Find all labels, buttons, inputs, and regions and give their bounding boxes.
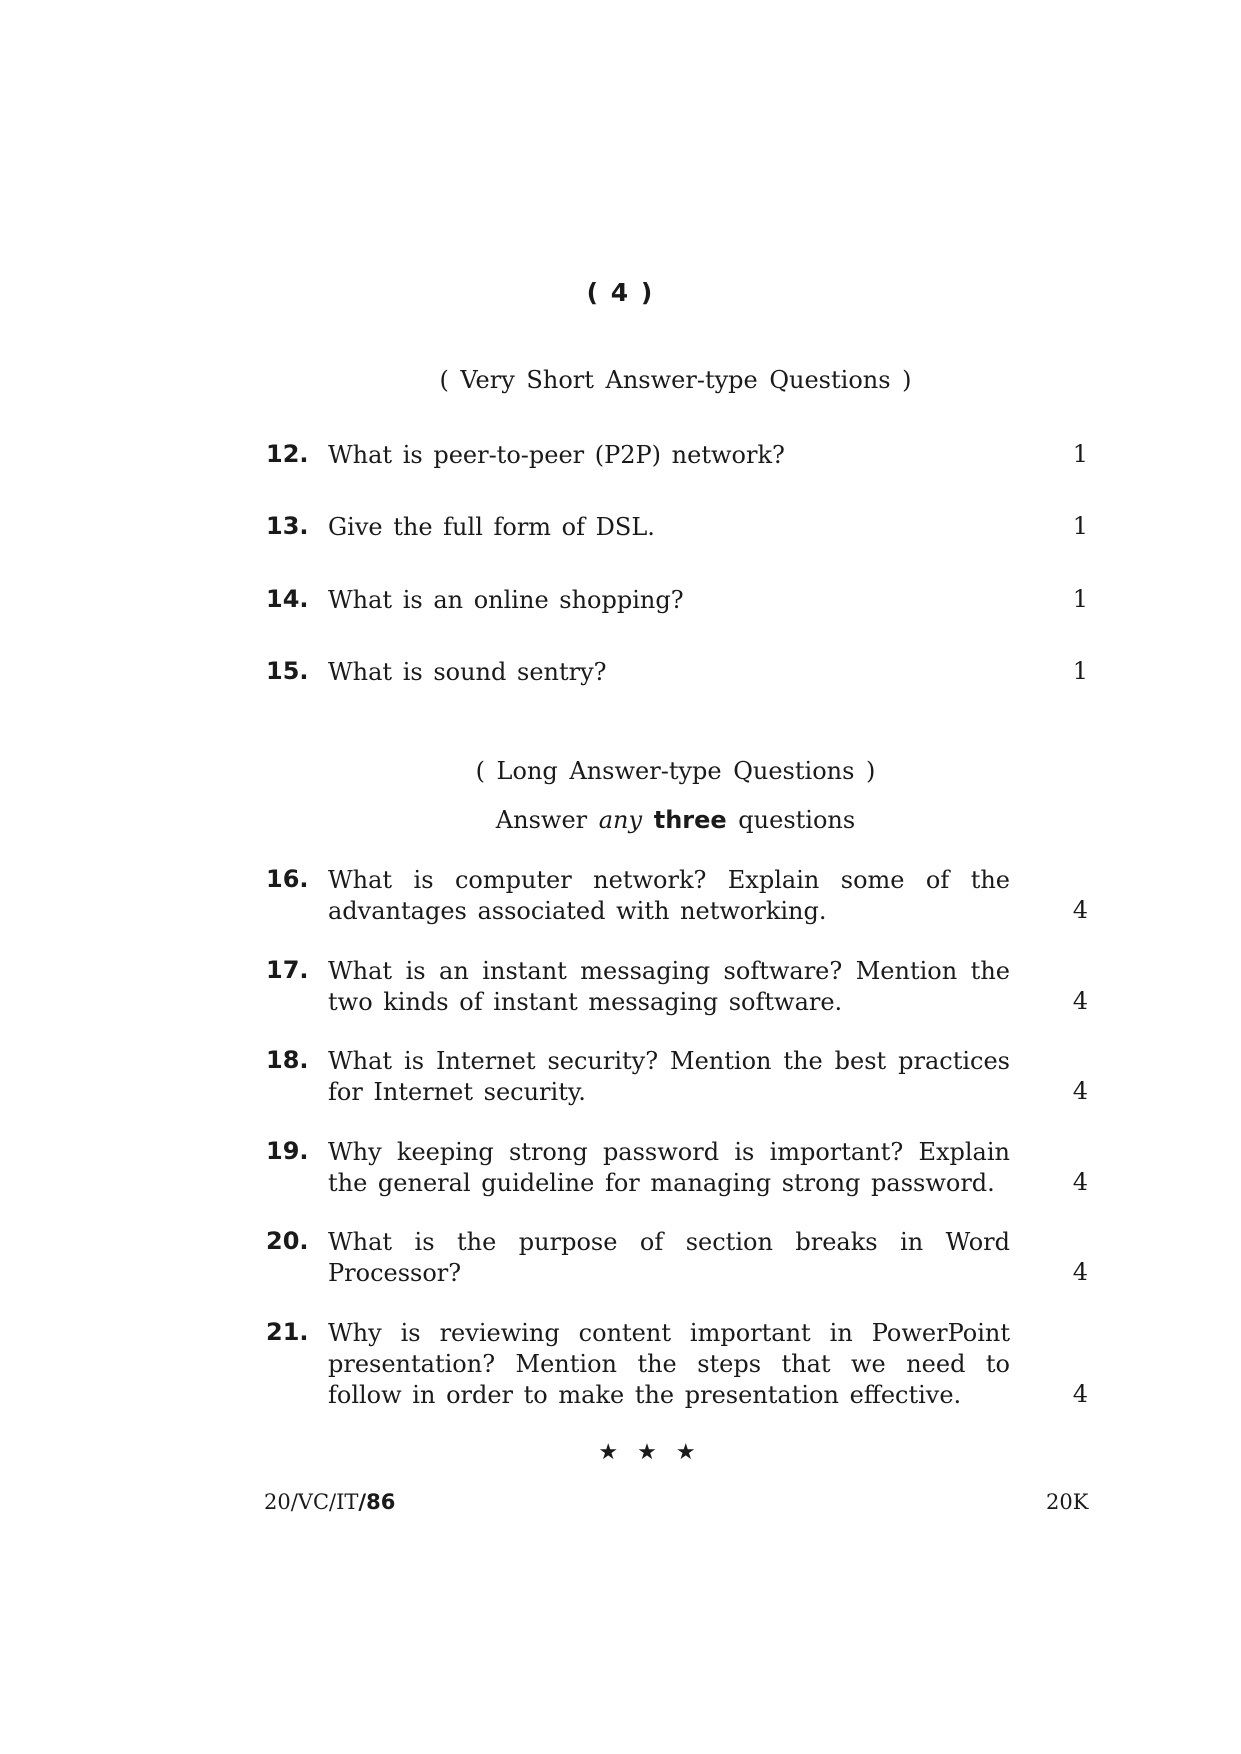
question-number: 15. [266, 657, 309, 685]
question-marks: 1 [1072, 512, 1088, 540]
instruction-pre: Answer [495, 806, 599, 834]
question-marks: 4 [1072, 1168, 1088, 1196]
question-marks: 4 [1072, 1258, 1088, 1286]
question-marks: 4 [1072, 896, 1088, 924]
question-number: 21. [266, 1318, 309, 1346]
question-text: What is computer network? Explain some of the advantages associated with networking. [328, 866, 1010, 925]
question-text: What is Internet security? Mention the best practices for Internet security. [328, 1047, 1010, 1106]
answer-instruction [0, 806, 1241, 834]
question-marks: 1 [1072, 585, 1088, 613]
question-text: Why keeping strong password is important? Explain the general guideline for managing strong password. [328, 1138, 1010, 1197]
question-text: What is sound sentry? [328, 658, 607, 686]
question-text: Why is reviewing content important in PowerPoint presentation? Mention the steps that we need to follow in order to make the presentation effective. [328, 1319, 1010, 1409]
question-number: 14. [266, 585, 309, 613]
question-text: What is an instant messaging software? Mention the two kinds of instant messaging software. [328, 957, 1010, 1016]
footer-print-count: 20K [1046, 1490, 1089, 1514]
footer-paper-code [264, 1490, 395, 1514]
question-number: 12. [266, 440, 309, 468]
end-marker: ★ ★ ★ [598, 1440, 702, 1465]
question-number: 13. [266, 512, 309, 540]
instruction-post: questions [726, 806, 856, 834]
question-text: Give the full form of DSL. [328, 513, 655, 541]
question-number: 16. [266, 865, 309, 893]
instruction-italic: any [598, 806, 643, 834]
question-number: 20. [266, 1227, 309, 1255]
question-marks: 1 [1072, 440, 1088, 468]
footer-code-suffix: /86 [358, 1490, 396, 1514]
very-short-section-heading: ( Very Short Answer-type Questions ) [439, 366, 912, 394]
question-number: 17. [266, 956, 309, 984]
question-marks: 4 [1072, 1077, 1088, 1105]
question-marks: 4 [1072, 987, 1088, 1015]
question-marks: 1 [1072, 657, 1088, 685]
question-marks: 4 [1072, 1380, 1088, 1408]
long-section-heading: ( Long Answer-type Questions ) [475, 757, 876, 785]
instruction-bold: three [653, 806, 727, 834]
question-number: 19. [266, 1137, 309, 1165]
page-number: ( 4 ) [586, 278, 655, 307]
question-number: 18. [266, 1046, 309, 1074]
footer-code-prefix: 20/VC/IT [264, 1490, 359, 1514]
question-text: What is an online shopping? [328, 586, 684, 614]
question-text: What is the purpose of section breaks in Word Processor? [328, 1228, 1010, 1287]
question-text: What is peer-to-peer (P2P) network? [328, 441, 785, 469]
